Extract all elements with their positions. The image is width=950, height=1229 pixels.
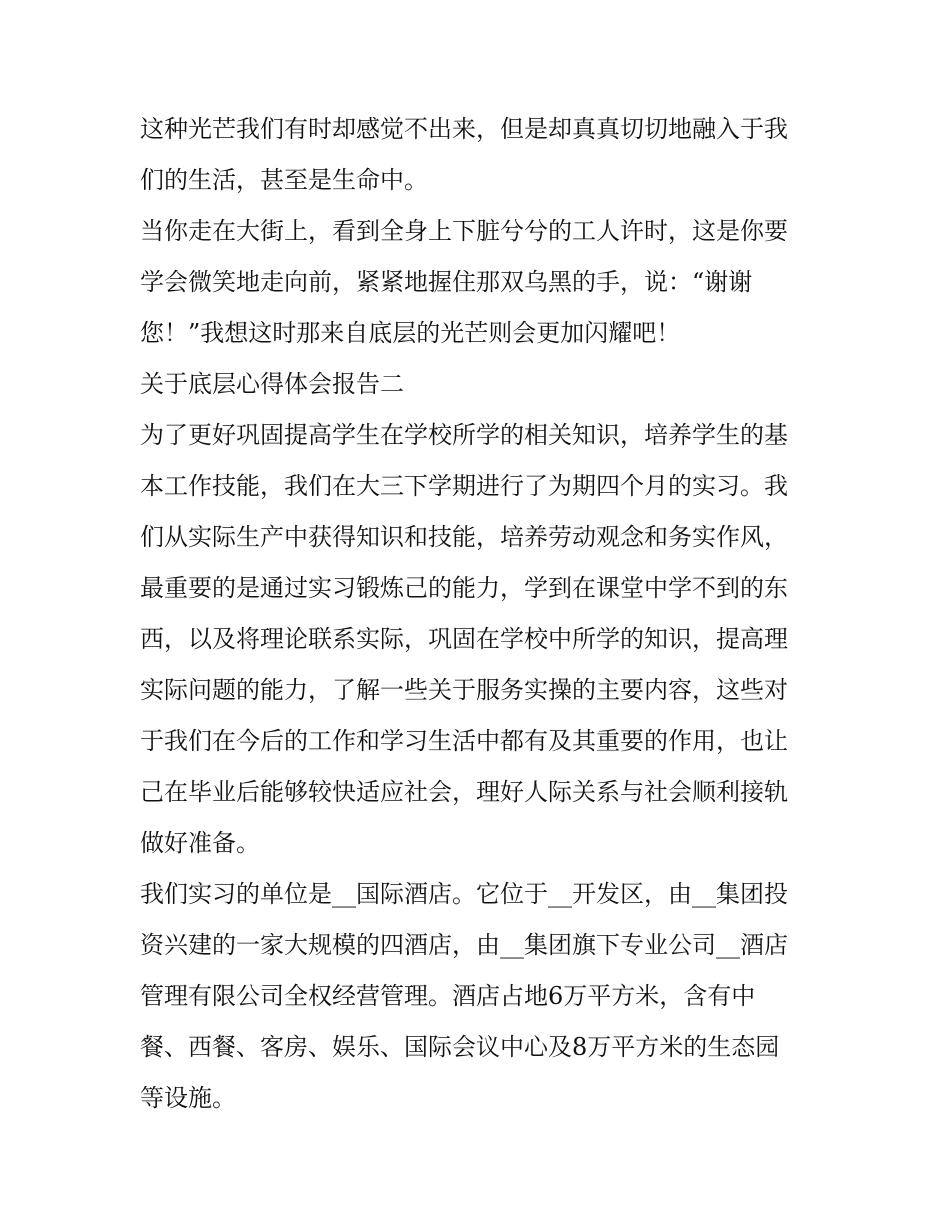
text-line: 等设施。 <box>140 1084 236 1112</box>
text-line: 管理有限公司全权经营管理。酒店占地6万平方米，含有中 <box>140 982 756 1010</box>
text-line: 本工作技能，我们在大三下学期进行了为期四个月的实习。我 <box>140 472 788 500</box>
text-line: 最重要的是通过实习锻炼己的能力，学到在课堂中学不到的东 <box>140 574 788 602</box>
section-heading: 关于底层心得体会报告二 <box>140 370 404 398</box>
text-line: 资兴建的一家大规模的四酒店，由__集团旗下专业公司__酒店 <box>140 931 788 959</box>
text-line: 您！”我想这时那来自底层的光芒则会更加闪耀吧！ <box>140 319 681 347</box>
text-line: 们的生活，甚至是生命中。 <box>140 166 428 194</box>
text-line: 实际问题的能力，了解一些关于服务实操的主要内容，这些对 <box>140 676 788 704</box>
text-line: 于我们在今后的工作和学习生活中都有及其重要的作用，也让 <box>140 727 788 755</box>
text-line: 学会微笑地走向前，紧紧地握住那双乌黑的手，说：“谢谢 <box>140 268 753 296</box>
text-line: 当你走在大街上，看到全身上下脏兮兮的工人许时，这是你要 <box>140 217 788 245</box>
text-line: 餐、西餐、客房、娱乐、国际会议中心及8万平方米的生态园 <box>140 1033 780 1061</box>
text-line: 己在毕业后能够较快适应社会，理好人际关系与社会顺利接轨 <box>140 778 788 806</box>
text-line: 为了更好巩固提高学生在学校所学的相关知识，培养学生的基 <box>140 421 788 449</box>
text-line: 做好准备。 <box>140 829 260 857</box>
text-line: 我们实习的单位是__国际酒店。它位于__开发区，由__集团投 <box>140 880 788 908</box>
text-line: 西，以及将理论联系实际，巩固在学校中所学的知识，提高理 <box>140 625 788 653</box>
document-body <box>140 104 820 1124</box>
text-line: 们从实际生产中获得知识和技能，培养劳动观念和务实作风， <box>140 523 788 551</box>
text-line: 这种光芒我们有时却感觉不出来，但是却真真切切地融入于我 <box>140 115 788 143</box>
